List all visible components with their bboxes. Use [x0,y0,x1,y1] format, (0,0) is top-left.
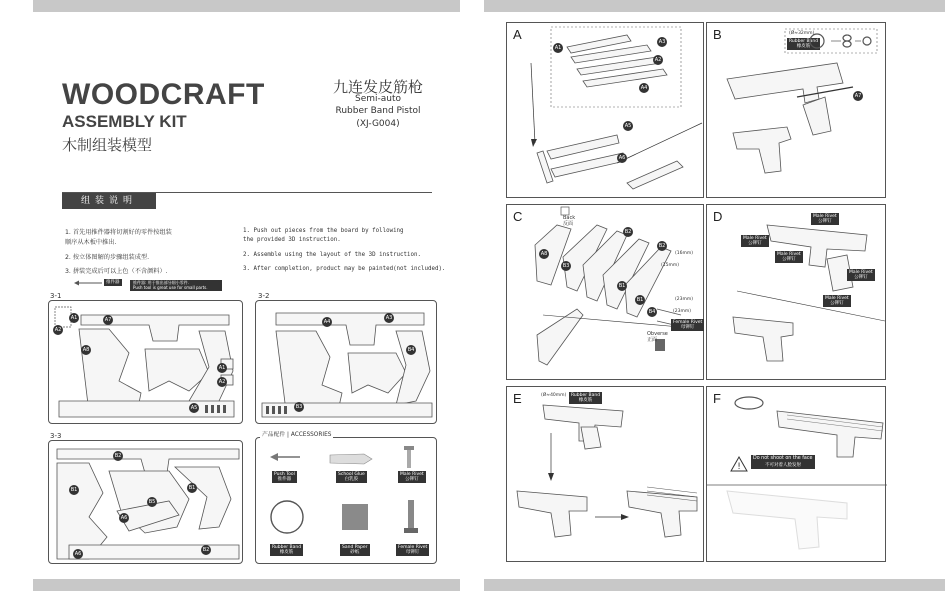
rubber-size: (Ø≈32mm) [789,31,815,36]
obverse-label [647,331,668,343]
length-label: (16mm) [675,251,694,256]
board-label-33: 3-3 [50,432,62,440]
obverse-en: Obverse [647,331,668,337]
step-b-label: B [713,27,722,42]
product-name-en-2: Rubber Band Pistol [335,106,421,116]
part-badge: A7 [104,317,112,323]
part-badge: B4 [407,347,415,353]
accessory-label [270,544,303,556]
step-e-panel [506,386,704,562]
step-c-panel [506,204,704,380]
instruction-cn-2: 2. 按立体图解的步骤组装成型. [65,254,150,261]
tag-en: Rubber Band [571,393,601,398]
part-badge: A5 [624,123,632,129]
acc-cn: 母铆钉 [405,550,420,555]
bottom-band [484,579,945,591]
tag-cn: 公铆钉 [854,275,868,280]
male-rivet-tag [811,213,839,225]
part-badge: B3 [562,263,570,269]
part-badge: B4 [648,309,656,315]
part-badge: A1 [554,45,562,51]
instruction-en-3: 3. After completion, product may be painted(not included). [243,266,446,272]
part-badge: A1 [218,365,226,371]
brand-subtitle-cn: 木制组装模型 [62,136,153,154]
product-name-cn: 九连发皮筋枪 [332,78,423,96]
instruction-en-1b: the provided 3D instruction. [243,237,341,243]
instruction-cn-3: 3. 拼装完成后可以上色（不含颜料）. [65,268,168,275]
male-rivet-tag [823,295,851,307]
step-d-panel [706,204,886,380]
part-badge: A2 [654,57,662,63]
step-f-panel [706,386,886,562]
accessories-box [255,432,437,564]
tag-en: Male Rivet [777,252,801,257]
male-rivet-tag [847,269,875,281]
acc-en: School Glue [338,472,365,477]
part-badge: A6 [618,155,626,161]
acc-en: Female Rivet [398,545,428,550]
tag-en: Male Rivet [813,214,837,219]
tag-en: Male Rivet [743,236,767,241]
male-rivet-tag [775,251,803,263]
part-badge: A4 [323,319,331,325]
acc-cn: 推件器 [277,477,292,482]
acc-cn: 砂纸 [350,550,360,555]
svg-text:!: ! [737,462,741,472]
push-tool-note-en: Push tool is great use for small parts. [133,285,208,290]
tag-cn: 公铆钉 [830,301,844,306]
female-rivet-tag [671,319,704,331]
step-a-drawing [507,23,705,199]
board-label-31: 3-1 [50,292,62,300]
board-32-parts [256,301,438,425]
warning-en: Do not shoot on the face [753,456,813,461]
instruction-en-2: 2. Assemble using the layout of the 3D instruction. [243,252,421,258]
part-badge: A6 [74,551,82,557]
tag-en: Female Rivet [673,320,703,325]
part-badge: A4 [640,85,648,91]
instruction-cn-1b: 顺序从木板中推出. [65,239,117,246]
tag-cn: 公铆钉 [748,241,762,246]
product-code: (XJ-G004) [356,119,400,129]
warning-cn: 不可对着人脸发射 [765,463,801,468]
obverse-cn: 正面 [647,337,658,343]
part-badge: B1 [618,283,626,289]
part-badge: A2 [54,327,62,333]
tag-cn: 橡皮筋 [578,398,593,403]
step-c-label: C [513,209,523,224]
female-rivet-icon [404,500,418,534]
glue-icon [328,452,372,466]
part-badge: B2 [202,547,210,553]
male-rivet-tag [741,235,769,247]
accessory-label [398,471,426,483]
board-label-32: 3-2 [258,292,270,300]
part-badge: B1 [70,487,78,493]
part-badge: A6 [120,515,128,521]
left-page [0,0,462,591]
back-en: Back [563,215,576,221]
push-tool-label: 推件器 [106,280,120,285]
sand-paper-icon [342,504,368,530]
part-badge: B2 [658,243,666,249]
part-badge: B1 [636,297,644,303]
push-tool-note-cn: 推件器: 用于推出部分细小零件. [133,280,189,285]
part-badge: A1 [70,315,78,321]
acc-cn: 公铆钉 [405,477,419,482]
step-c-drawing [507,205,705,381]
part-badge: B2 [114,453,122,459]
push-tool-icon [270,452,300,462]
part-badge: A8 [82,347,90,353]
back-cn: 反面 [563,221,574,227]
tag-cn: 橡皮筋 [796,44,811,49]
instruction-en-1: 1. Push out pieces from the board by following [243,228,404,234]
top-band [33,0,460,12]
part-badge: A3 [658,39,666,45]
part-badge: B3 [295,404,303,410]
brand-subtitle: ASSEMBLY KIT [62,112,187,131]
accessory-label [340,544,370,556]
part-badge: A7 [854,93,862,99]
part-badge: A8 [540,251,548,257]
acc-cn: 橡皮筋 [279,550,294,555]
accessory-label [272,471,297,483]
tag-cn: 母铆钉 [680,325,695,330]
part-badge: A3 [385,315,393,321]
part-badge: A5 [190,405,198,411]
step-b-panel [706,22,886,198]
step-d-label: D [713,209,723,224]
part-badge: B2 [624,229,632,235]
board-33 [48,440,243,564]
right-page [484,0,945,591]
part-badge: A2 [218,379,226,385]
product-name-en-1: Semi-auto [354,94,402,104]
board-31 [48,300,243,424]
center-gutter [462,0,484,591]
rubber-band-icon [268,498,306,536]
acc-en: Sand Paper [342,545,368,550]
bottom-band [33,579,460,591]
tag-en: Male Rivet [849,270,873,275]
tag-en: Male Rivet [825,296,849,301]
acc-en: Push Tool [274,472,295,477]
acc-en: Rubber Band [272,545,302,550]
accessory-label [336,471,367,483]
accessories-title: 产品配件 | ACCESSORIES [260,429,333,438]
acc-en: Male Rivet [400,472,424,477]
step-a-label: A [513,27,522,42]
tag-cn: 公铆钉 [782,257,796,262]
push-tool-icon [74,279,104,287]
part-badge: B5 [148,499,156,505]
step-d-drawing [707,205,887,381]
male-rivet-icon [402,446,416,470]
step-b-drawing [707,23,887,199]
step-f-drawing [707,387,887,563]
part-badge: B1 [188,485,196,491]
step-e-drawing [507,387,705,563]
brand-title: WOODCRAFT [62,78,265,111]
board-32 [255,300,437,424]
length-label: (15mm) [661,263,680,268]
length-label: (23mm) [675,297,694,302]
instruction-cn-1: 1. 首先用推件器将切割好的零件按组装 [65,229,172,236]
tag-cn: 公铆钉 [818,219,832,224]
top-band [484,0,945,12]
rubber-size: (Ø≈40mm) [541,393,567,398]
section-label: 组装说明 [62,193,156,209]
accessory-label [396,544,429,556]
acc-cn: 白乳胶 [344,477,359,482]
step-a-panel [506,22,704,198]
length-label: (23mm) [673,309,692,314]
step-f-label: F [713,391,721,406]
step-e-label: E [513,391,522,406]
tag-en: Rubber Band [789,39,819,44]
